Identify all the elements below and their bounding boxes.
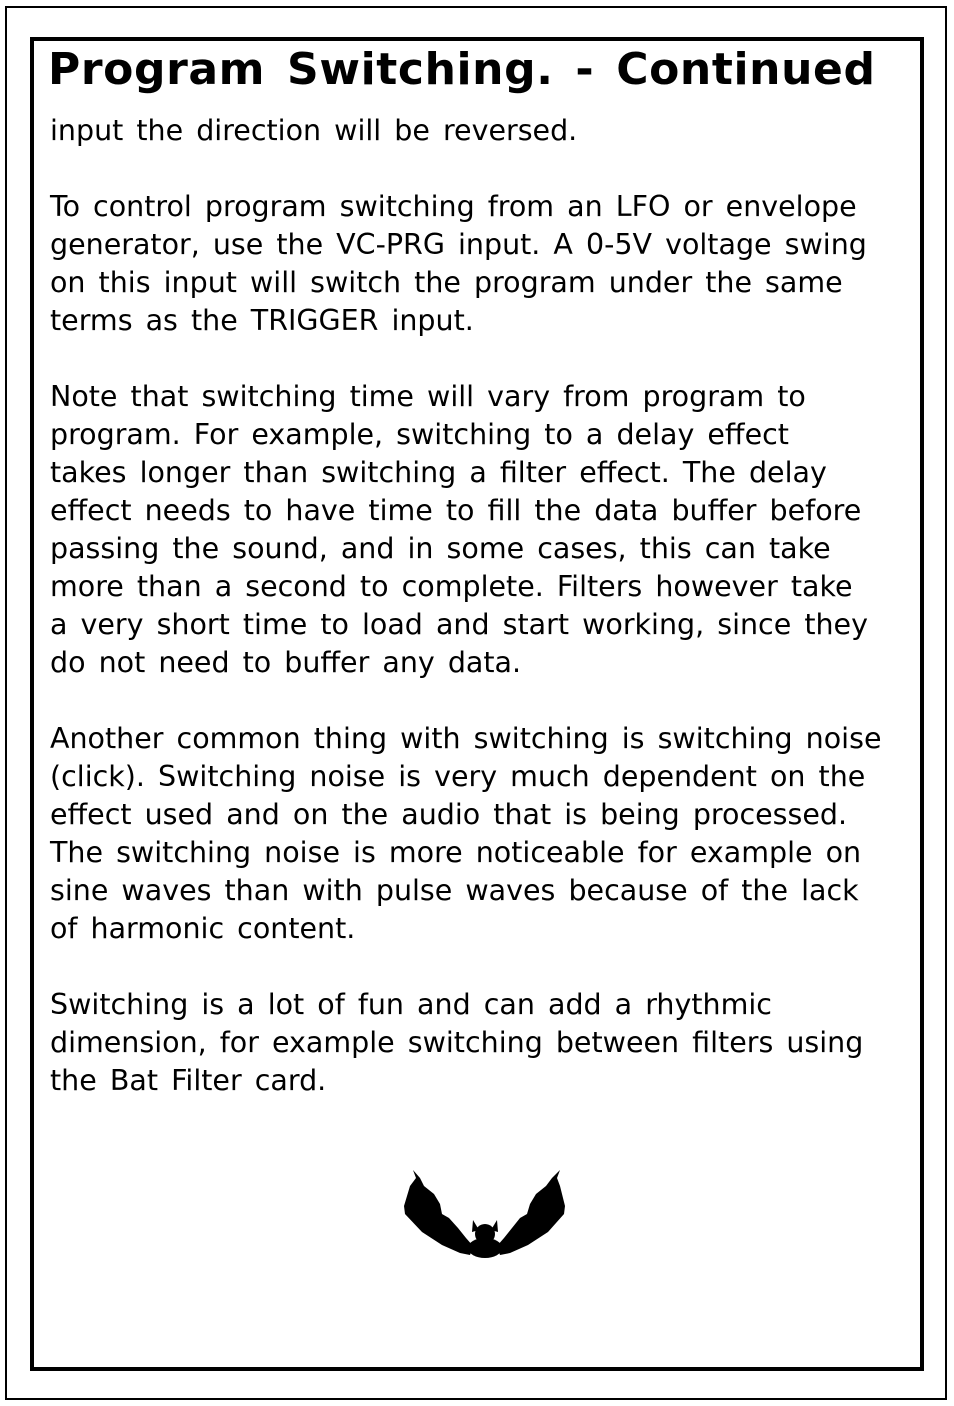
text-line: terms as the TRIGGER input. [50, 304, 474, 337]
text-line: sine waves than with pulse waves because of the lack [50, 874, 859, 907]
text-line: Switching is a lot of fun and can add a rhythmic [50, 988, 772, 1021]
body-text [50, 112, 906, 1100]
page-title: Program Switching. - Continued [48, 44, 876, 95]
paragraph-vc-prg [50, 188, 906, 340]
paragraph-fun [50, 986, 906, 1100]
text-line: the Bat Filter card. [50, 1064, 327, 1097]
text-line: The switching noise is more noticeable for example on [50, 836, 862, 869]
text-line: do not need to buffer any data. [50, 646, 522, 679]
text-line: of harmonic content. [50, 912, 356, 945]
text-line: a very short time to load and start working, since they [50, 608, 868, 641]
text-line: generator, use the VC-PRG input. A 0-5V voltage swing [50, 228, 867, 261]
text-line: input the direction will be reversed. [50, 114, 578, 147]
paragraph-switching-time [50, 378, 906, 682]
bat-icon [400, 1166, 568, 1260]
text-line: dimension, for example switching between filters using [50, 1026, 864, 1059]
paragraph-switching-noise [50, 720, 906, 948]
paragraph-direction [50, 112, 906, 150]
text-line: passing the sound, and in some cases, this can take [50, 532, 831, 565]
text-line: To control program switching from an LFO or envelope [50, 190, 857, 223]
text-line: Another common thing with switching is switching noise [50, 722, 882, 755]
text-line: effect used and on the audio that is being processed. [50, 798, 848, 831]
text-line: more than a second to complete. Filters however take [50, 570, 853, 603]
text-line: effect needs to have time to fill the data buffer before [50, 494, 862, 527]
text-line: on this input will switch the program under the same [50, 266, 843, 299]
text-line: takes longer than switching a filter effect. The delay [50, 456, 827, 489]
text-line: (click). Switching noise is very much dependent on the [50, 760, 866, 793]
text-line: Note that switching time will vary from program to [50, 380, 806, 413]
text-line: program. For example, switching to a delay effect [50, 418, 789, 451]
